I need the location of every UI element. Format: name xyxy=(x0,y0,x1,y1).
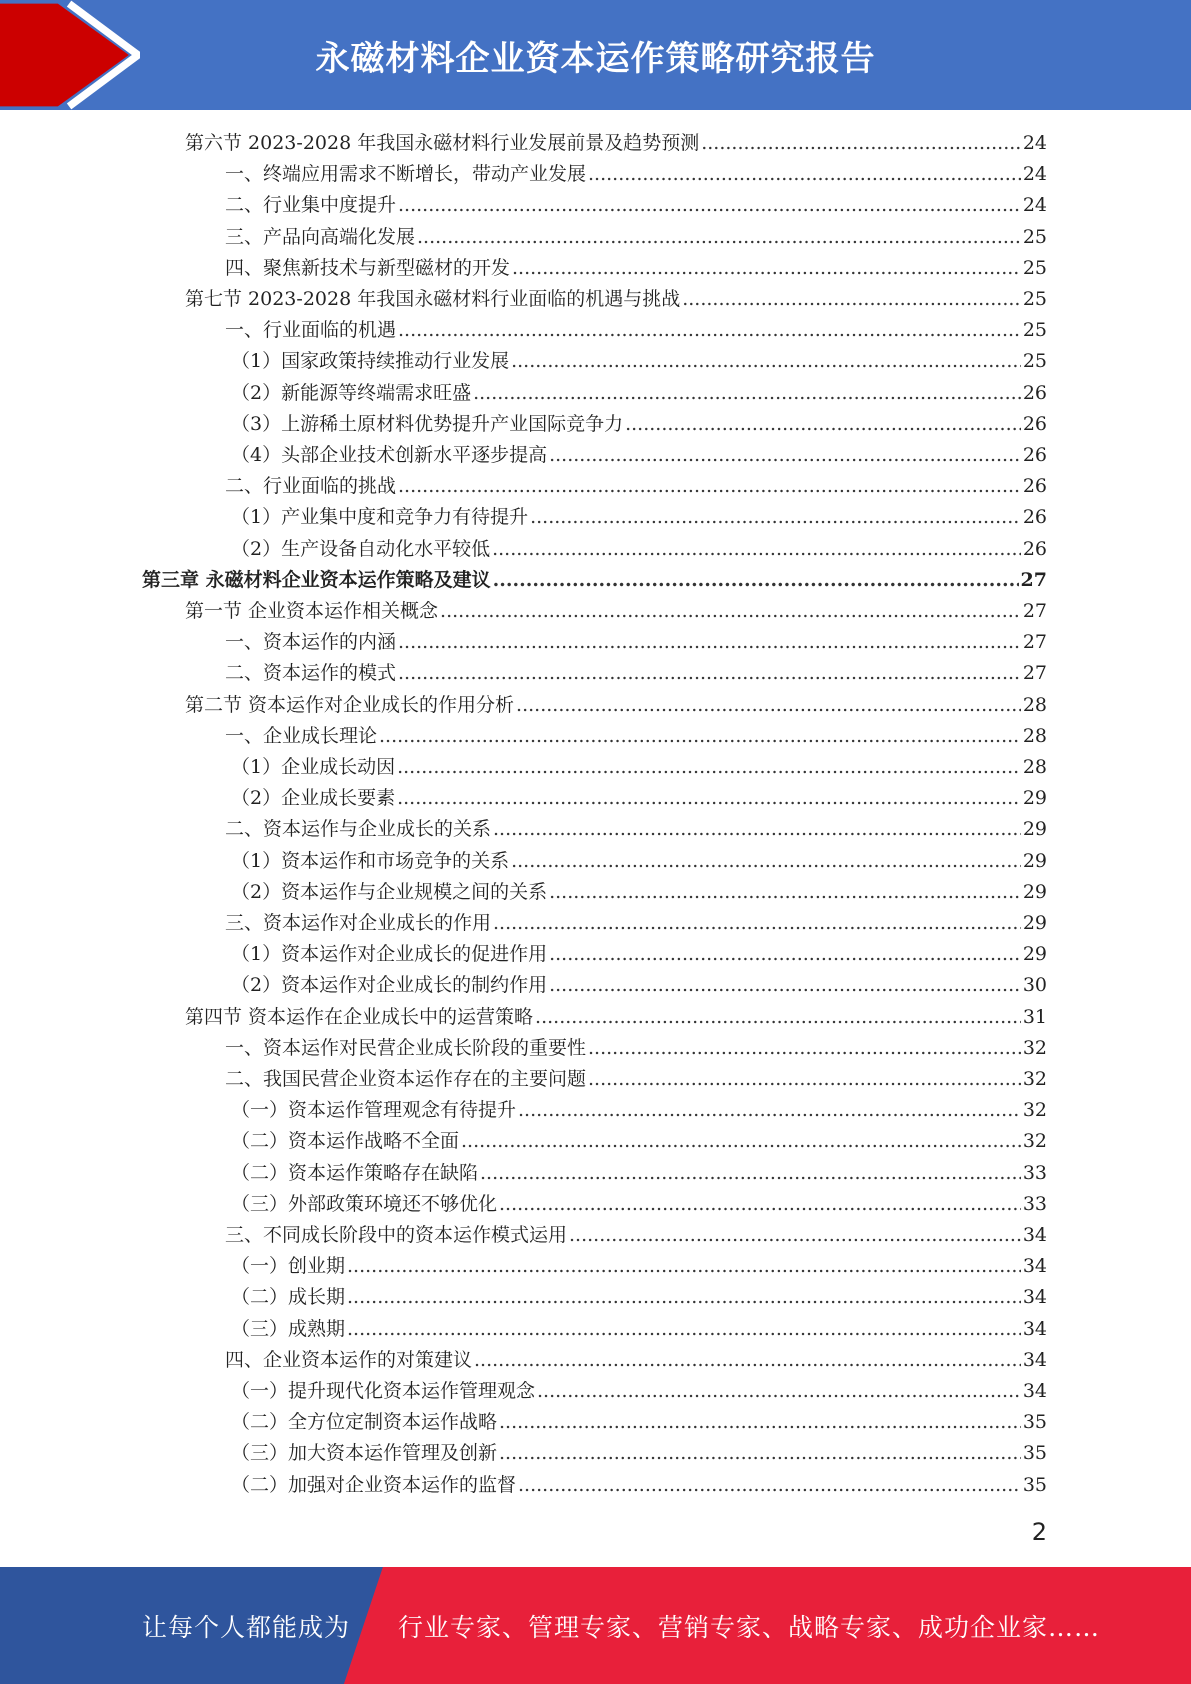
toc-dot-leader xyxy=(417,224,1021,250)
toc-entry[interactable] xyxy=(231,1312,1047,1342)
toc-dot-leader xyxy=(499,1191,1021,1217)
toc-entry-page: 35 xyxy=(1022,1442,1047,1464)
toc-entry-page: 32 xyxy=(1022,1130,1047,1152)
toc-dot-leader xyxy=(499,1440,1021,1466)
toc-entry-page: 25 xyxy=(1022,257,1047,279)
toc-dot-leader xyxy=(682,286,1021,312)
toc-entry-title: （2）资本运作与企业规模之间的关系 xyxy=(231,881,548,903)
toc-entry-title: 第六节 2023-2028 年我国永磁材料行业发展前景及趋势预测 xyxy=(185,132,700,154)
toc-dot-leader xyxy=(549,941,1021,967)
toc-entry-page: 26 xyxy=(1022,444,1047,466)
toc-entry-title: 第三章 永磁材料企业资本运作策略及建议 xyxy=(142,569,491,591)
toc-entry[interactable] xyxy=(231,1124,1047,1154)
toc-entry[interactable] xyxy=(225,157,1047,187)
toc-entry-title: 一、行业面临的机遇 xyxy=(225,319,397,341)
page-number: 2 xyxy=(1031,1518,1047,1546)
toc-dot-leader xyxy=(398,317,1021,343)
toc-entry[interactable] xyxy=(231,1187,1047,1217)
toc-entry[interactable] xyxy=(225,719,1047,749)
toc-entry-page: 32 xyxy=(1022,1099,1047,1121)
toc-entry[interactable] xyxy=(231,1405,1047,1435)
toc-entry-title: （三）外部政策环境还不够优化 xyxy=(231,1193,498,1215)
toc-entry-title: 第四节 资本运作在企业成长中的运营策略 xyxy=(185,1006,534,1028)
toc-entry-title: （一）创业期 xyxy=(231,1255,346,1277)
toc-entry[interactable] xyxy=(185,1000,1047,1030)
toc-dot-leader xyxy=(511,848,1021,874)
toc-entry-title: 第一节 企业资本运作相关概念 xyxy=(185,600,439,622)
toc-entry-title: 三、产品向高端化发展 xyxy=(225,226,416,248)
toc-entry-page: 29 xyxy=(1022,818,1047,840)
toc-entry[interactable] xyxy=(231,500,1047,530)
toc-entry-page: 25 xyxy=(1022,226,1047,248)
toc-entry-page: 26 xyxy=(1022,538,1047,560)
toc-chapter-entry[interactable] xyxy=(142,563,1047,593)
toc-dot-leader xyxy=(397,785,1021,811)
toc-entry-title: 一、企业成长理论 xyxy=(225,725,378,747)
toc-entry-page: 26 xyxy=(1022,506,1047,528)
toc-dot-leader xyxy=(440,598,1021,624)
toc-entry-page: 25 xyxy=(1022,319,1047,341)
toc-entry-title: 三、不同成长阶段中的资本运作模式运用 xyxy=(225,1224,568,1246)
toc-entry[interactable] xyxy=(185,126,1047,156)
toc-entry-page: 27 xyxy=(1020,569,1047,591)
toc-entry-title: （二）资本运作策略存在缺陷 xyxy=(231,1162,479,1184)
toc-dot-leader xyxy=(499,1409,1021,1435)
toc-dot-leader xyxy=(398,192,1021,218)
toc-dot-leader xyxy=(588,1035,1021,1061)
toc-entry-title: （三）成熟期 xyxy=(231,1318,346,1340)
toc-dot-leader xyxy=(493,567,1019,593)
toc-dot-leader xyxy=(492,536,1021,562)
toc-entry-title: （1）企业成长动因 xyxy=(231,756,396,778)
toc-entry-page: 29 xyxy=(1022,881,1047,903)
toc-entry[interactable] xyxy=(225,251,1047,281)
toc-entry-page: 34 xyxy=(1022,1318,1047,1340)
toc-dot-leader xyxy=(493,910,1021,936)
toc-dot-leader xyxy=(474,1347,1021,1373)
toc-entry[interactable] xyxy=(231,844,1047,874)
toc-entry-page: 28 xyxy=(1022,756,1047,778)
toc-entry[interactable] xyxy=(231,781,1047,811)
toc-entry-page: 28 xyxy=(1022,694,1047,716)
toc-dot-leader xyxy=(347,1284,1021,1310)
toc-entry-page: 33 xyxy=(1022,1162,1047,1184)
toc-entry-title: 二、我国民营企业资本运作存在的主要问题 xyxy=(225,1068,587,1090)
toc-entry[interactable] xyxy=(231,1249,1047,1279)
toc-entry-title: （1）产业集中度和竞争力有待提升 xyxy=(231,506,529,528)
toc-entry-page: 30 xyxy=(1022,974,1047,996)
toc-entry[interactable] xyxy=(231,1093,1047,1123)
toc-dot-leader xyxy=(516,692,1021,718)
toc-entry-title: 一、资本运作的内涵 xyxy=(225,631,397,653)
toc-entry-page: 32 xyxy=(1022,1068,1047,1090)
toc-entry-page: 34 xyxy=(1022,1349,1047,1371)
toc-dot-leader xyxy=(518,1472,1021,1498)
toc-dot-leader xyxy=(549,442,1021,468)
toc-entry-page: 32 xyxy=(1022,1037,1047,1059)
toc-entry[interactable] xyxy=(231,1280,1047,1310)
toc-dot-leader xyxy=(511,348,1021,374)
toc-dot-leader xyxy=(530,504,1021,530)
page-header xyxy=(0,0,1191,110)
toc-entry-title: （一）资本运作管理观念有待提升 xyxy=(231,1099,517,1121)
toc-dot-leader xyxy=(518,1097,1021,1123)
toc-entry-page: 26 xyxy=(1022,382,1047,404)
header-red-arrow-decoration xyxy=(0,0,140,110)
toc-entry-title: （2）新能源等终端需求旺盛 xyxy=(231,382,472,404)
toc-entry[interactable] xyxy=(225,1062,1047,1092)
toc-entry-page: 34 xyxy=(1022,1286,1047,1308)
toc-entry[interactable] xyxy=(231,937,1047,967)
toc-entry-page: 33 xyxy=(1022,1193,1047,1215)
toc-entry[interactable] xyxy=(225,220,1047,250)
toc-entry-title: （二）资本运作战略不全面 xyxy=(231,1130,460,1152)
toc-entry[interactable] xyxy=(231,407,1047,437)
toc-entry[interactable] xyxy=(231,438,1047,468)
toc-entry-title: 二、行业集中度提升 xyxy=(225,194,397,216)
toc-entry-page: 35 xyxy=(1022,1474,1047,1496)
footer-slogan-right: 行业专家、管理专家、营销专家、战略专家、成功企业家…… xyxy=(398,1612,1101,1642)
toc-dot-leader xyxy=(588,161,1021,187)
toc-entry[interactable] xyxy=(185,282,1047,312)
toc-entry-page: 27 xyxy=(1022,631,1047,653)
toc-entry-page: 35 xyxy=(1022,1411,1047,1433)
toc-entry-page: 25 xyxy=(1022,288,1047,310)
toc-entry[interactable] xyxy=(225,1031,1047,1061)
toc-entry-page: 29 xyxy=(1022,787,1047,809)
toc-dot-leader xyxy=(537,1378,1021,1404)
toc-entry[interactable] xyxy=(231,1374,1047,1404)
toc-entry[interactable] xyxy=(185,594,1047,624)
toc-entry-page: 34 xyxy=(1022,1380,1047,1402)
toc-entry-page: 25 xyxy=(1022,350,1047,372)
toc-dot-leader xyxy=(512,255,1021,281)
toc-dot-leader xyxy=(549,972,1021,998)
toc-entry-title: 三、资本运作对企业成长的作用 xyxy=(225,912,492,934)
toc-entry-page: 24 xyxy=(1022,163,1047,185)
toc-entry-page: 27 xyxy=(1022,662,1047,684)
toc-entry-title: （二）全方位定制资本运作战略 xyxy=(231,1411,498,1433)
toc-dot-leader xyxy=(701,130,1021,156)
toc-entry-page: 26 xyxy=(1022,475,1047,497)
toc-entry-title: 四、企业资本运作的对策建议 xyxy=(225,1349,473,1371)
toc-entry[interactable] xyxy=(225,906,1047,936)
toc-dot-leader xyxy=(625,411,1021,437)
toc-entry-page: 29 xyxy=(1022,912,1047,934)
toc-entry-title: 二、资本运作的模式 xyxy=(225,662,397,684)
page-footer xyxy=(0,1567,1191,1684)
toc-entry-title: （1）国家政策持续推动行业发展 xyxy=(231,350,510,372)
toc-entry-title: 一、资本运作对民营企业成长阶段的重要性 xyxy=(225,1037,587,1059)
toc-dot-leader xyxy=(549,879,1021,905)
toc-entry-page: 34 xyxy=(1022,1224,1047,1246)
toc-entry[interactable] xyxy=(225,625,1047,655)
toc-entry[interactable] xyxy=(225,812,1047,842)
toc-dot-leader xyxy=(397,754,1021,780)
toc-entry[interactable] xyxy=(225,313,1047,343)
toc-entry-title: （3）上游稀土原材料优势提升产业国际竞争力 xyxy=(231,413,624,435)
toc-entry[interactable] xyxy=(231,344,1047,374)
toc-entry[interactable] xyxy=(231,750,1047,780)
toc-entry-title: （2）生产设备自动化水平较低 xyxy=(231,538,491,560)
toc-entry-page: 29 xyxy=(1022,850,1047,872)
toc-entry-title: （1）资本运作对企业成长的促进作用 xyxy=(231,943,548,965)
toc-entry-title: 一、终端应用需求不断增长，带动产业发展 xyxy=(225,163,587,185)
toc-entry[interactable] xyxy=(231,875,1047,905)
toc-entry-page: 31 xyxy=(1022,1006,1047,1028)
toc-dot-leader xyxy=(347,1253,1021,1279)
toc-entry-title: （2）企业成长要素 xyxy=(231,787,396,809)
toc-dot-leader xyxy=(493,816,1021,842)
toc-entry[interactable] xyxy=(231,532,1047,562)
toc-dot-leader xyxy=(347,1316,1021,1342)
toc-entry-page: 28 xyxy=(1022,725,1047,747)
toc-dot-leader xyxy=(473,380,1021,406)
toc-entry[interactable] xyxy=(231,1156,1047,1186)
toc-dot-leader xyxy=(569,1222,1021,1248)
toc-dot-leader xyxy=(480,1160,1021,1186)
toc-entry-title: （1）资本运作和市场竞争的关系 xyxy=(231,850,510,872)
toc-entry[interactable] xyxy=(231,376,1047,406)
toc-dot-leader xyxy=(379,723,1021,749)
toc-entry-title: 二、资本运作与企业成长的关系 xyxy=(225,818,492,840)
toc-entry-page: 26 xyxy=(1022,413,1047,435)
toc-entry[interactable] xyxy=(231,1468,1047,1498)
toc-entry-title: 二、行业面临的挑战 xyxy=(225,475,397,497)
toc-entry[interactable] xyxy=(231,968,1047,998)
toc-dot-leader xyxy=(535,1004,1021,1030)
toc-dot-leader xyxy=(398,473,1021,499)
toc-dot-leader xyxy=(588,1066,1021,1092)
toc-dot-leader xyxy=(398,660,1021,686)
toc-entry-title: 四、聚焦新技术与新型磁材的开发 xyxy=(225,257,511,279)
toc-entry-page: 24 xyxy=(1022,194,1047,216)
toc-entry-title: 第二节 资本运作对企业成长的作用分析 xyxy=(185,694,515,716)
toc-entry-title: （一）提升现代化资本运作管理观念 xyxy=(231,1380,536,1402)
toc-dot-leader xyxy=(461,1128,1021,1154)
toc-entry-title: （三）加大资本运作管理及创新 xyxy=(231,1442,498,1464)
toc-entry-title: （2）资本运作对企业成长的制约作用 xyxy=(231,974,548,996)
toc-entry-title: （二）加强对企业资本运作的监督 xyxy=(231,1474,517,1496)
toc-entry-title: 第七节 2023-2028 年我国永磁材料行业面临的机遇与挑战 xyxy=(185,288,681,310)
toc-entry[interactable] xyxy=(225,469,1047,499)
toc-entry[interactable] xyxy=(225,1218,1047,1248)
toc-entry-page: 27 xyxy=(1022,600,1047,622)
toc-entry-page: 29 xyxy=(1022,943,1047,965)
toc-entry-title: （4）头部企业技术创新水平逐步提高 xyxy=(231,444,548,466)
toc-entry-page: 34 xyxy=(1022,1255,1047,1277)
toc-entry-title: （二）成长期 xyxy=(231,1286,346,1308)
toc-entry[interactable] xyxy=(225,1343,1047,1373)
toc-entry[interactable] xyxy=(225,656,1047,686)
toc-entry[interactable] xyxy=(231,1436,1047,1466)
toc-entry[interactable] xyxy=(185,688,1047,718)
document-title: 永磁材料企业资本运作策略研究报告 xyxy=(315,38,876,79)
toc-dot-leader xyxy=(398,629,1021,655)
toc-entry-page: 24 xyxy=(1022,132,1047,154)
footer-slogan-left: 让每个人都能成为 xyxy=(142,1612,351,1642)
toc-entry[interactable] xyxy=(225,188,1047,218)
